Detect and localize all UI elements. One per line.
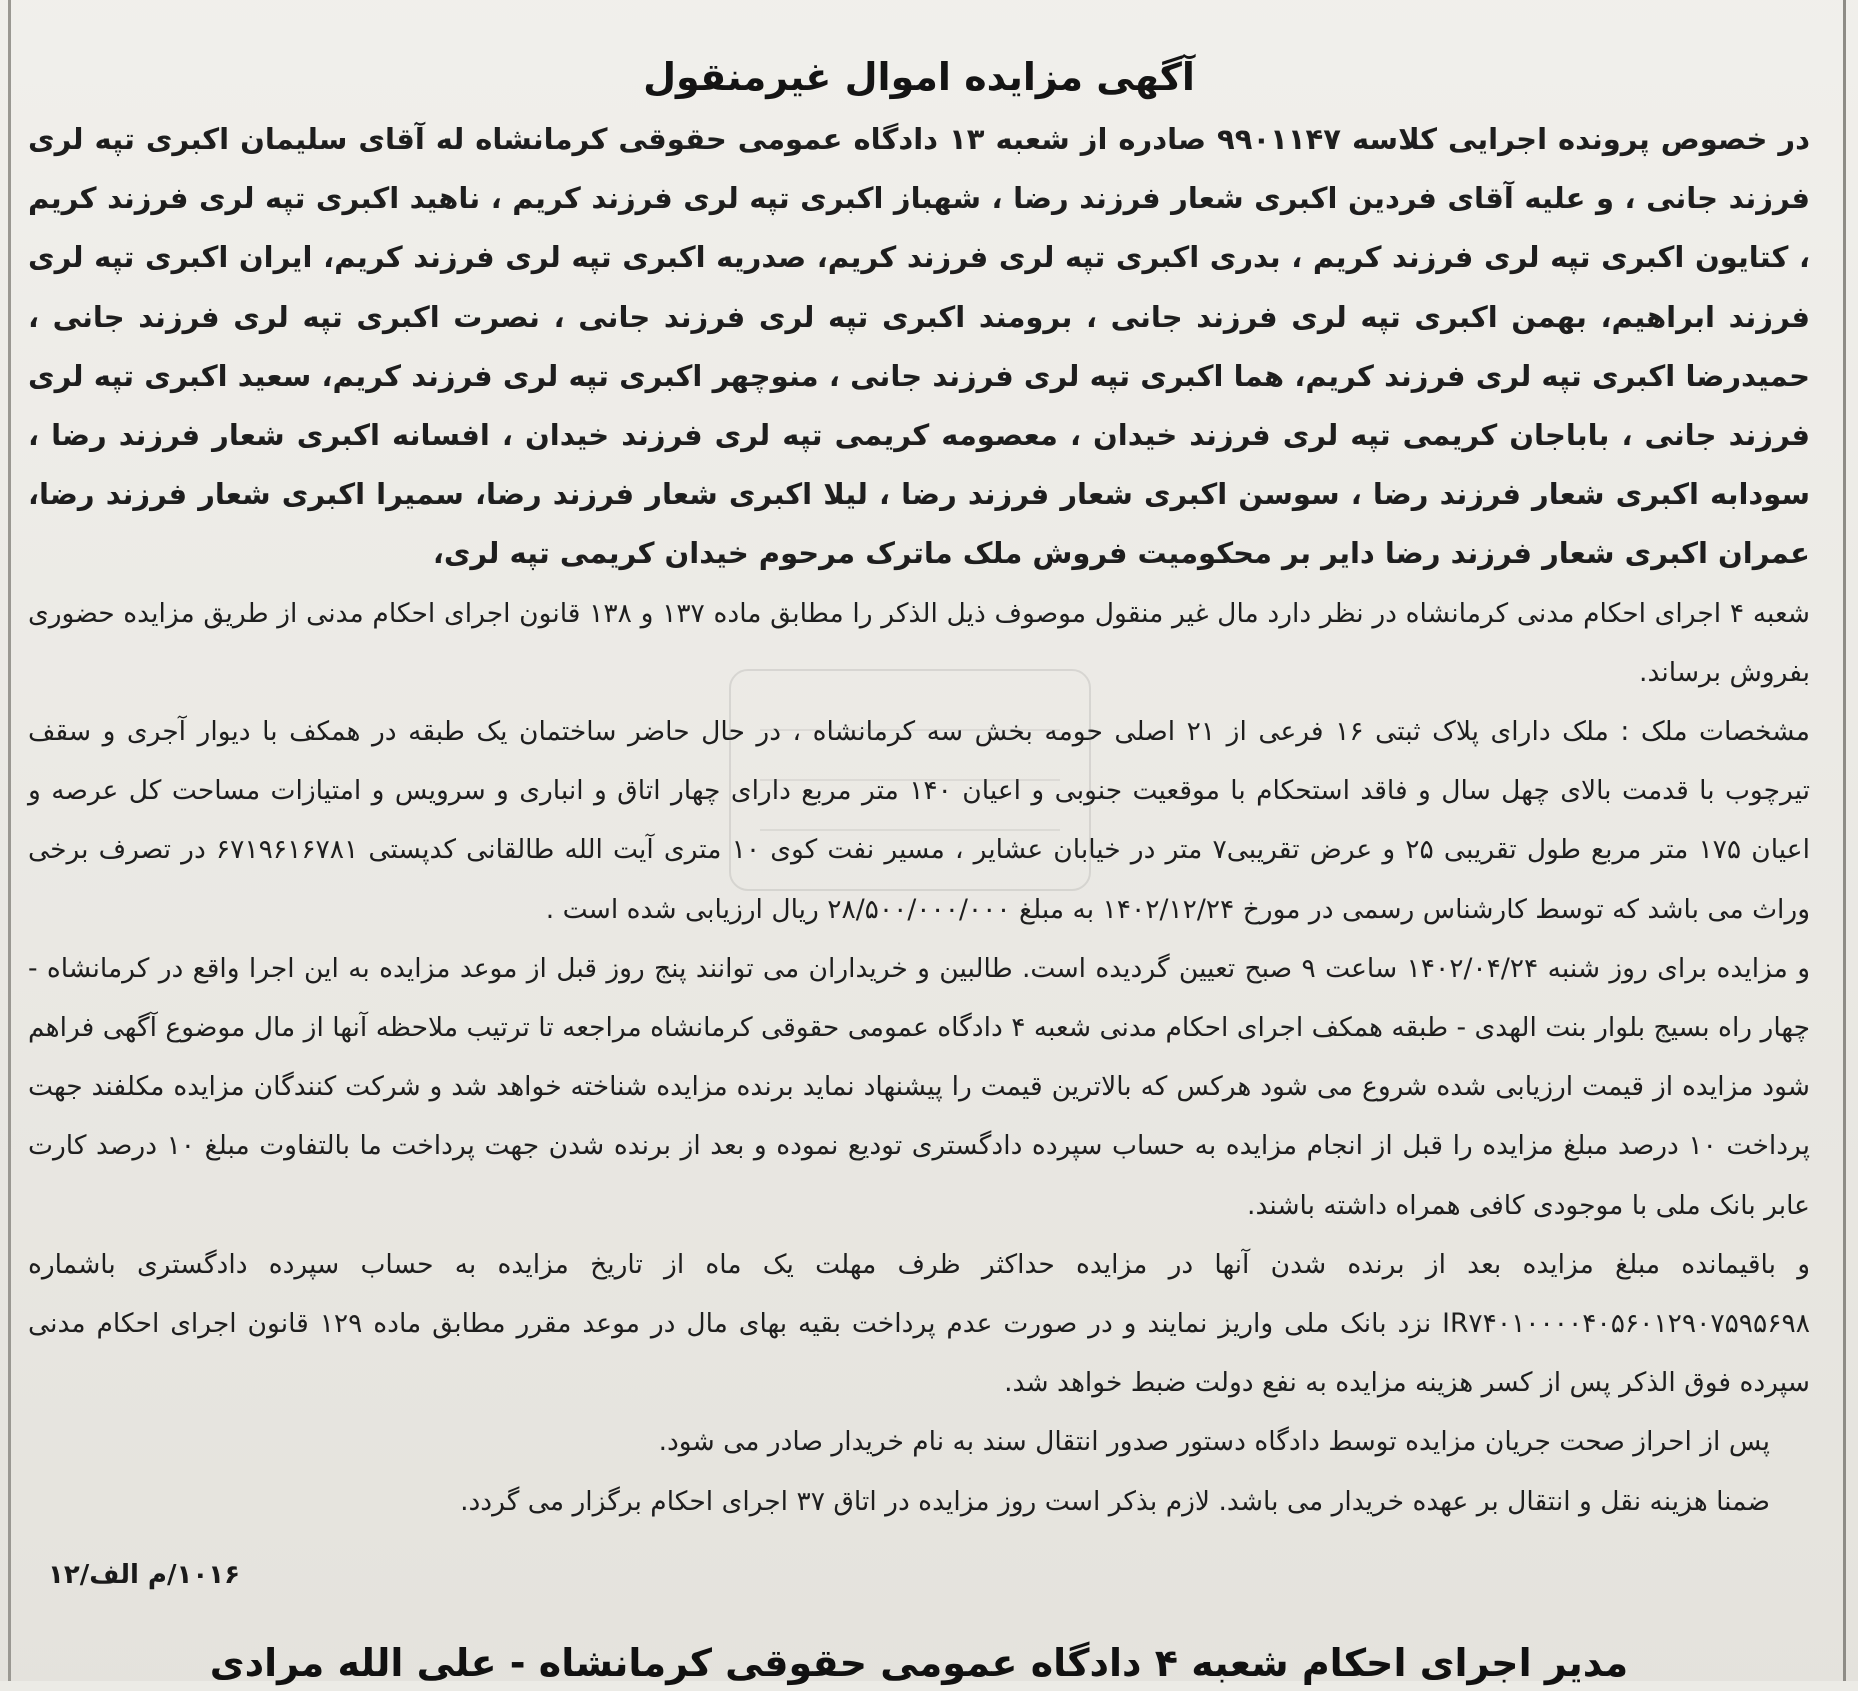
paragraph-property-specs: مشخصات ملک : ملک دارای پلاک ثبتی ۱۶ فرعی از ۲۱ اصلی حومه بخش سه کرمانشاه ، در حال حاضر ساختمان یک طبقه در همکف با دیوار آجری و سقف تیرچوب با قدمت بالای چهل سال و فاقد استحکام با موقعیت جنوبی و اعیان ۱۴۰ متر مربع دارای چهار اتاق و انباری و سرویس و امتیازات مساحت کل عرصه و اعیان ۱۷۵ متر مربع طول تقریبی ۲۵ و عرض تقریبی۷ متر در خیابان عشایر ، مسیر نفت کوی ۱۰ متری آیت الله طالقانی کدپستی ۶۷۱۹۶۱۶۷۸۱ در تصرف برخی وراث می باشد که توسط کارشناس رسمی در مورخ ۱۴۰۲/۱۲/۲۴ به مبلغ ۲۸/۵۰۰/۰۰۰/۰۰۰ ریال ارزیابی شده است . bbox=[28, 716, 1811, 925]
paragraph-transfer-order: پس از احراز صحت جریان مزایده توسط دادگاه دستور صدور انتقال سند به نام خریدار صادر می شود. bbox=[658, 1426, 1770, 1458]
paragraph-auction-terms: و مزایده برای روز شنبه ۱۴۰۲/۰۴/۲۴ ساعت ۹ صبح تعیین گردیده است. طالبین و خریداران می توانند پنج روز قبل از موعد مزایده به این اجرا واقع در کرمانشاه - چهار راه بسیج بلوار بنت الهدی - طبقه همکف اجرای احکام مدنی شعبه ۴ دادگاه عمومی حقوقی کرمانشاه مراجعه تا ترتیب ملاحظه آنها از مال موضوع آگهی فراهم شود مزایده از قیمت ارزیابی شده شروع می شود هرکس که بالاترین قیمت را پیشنهاد نماید برنده مزایده شناخته خواهد شد و شرکت کنندگان مزایده مکلفند جهت پرداخت ۱۰ درصد مبلغ مزایده را قبل از انجام مزایده به حساب سپرده دادگستری تودیع نموده و بعد از برنده شدن جهت پرداخت ما بالتفاوت مبلغ ۱۰ درصد کارت عابر بانک ملی با موجودی کافی همراه داشته باشند. bbox=[28, 952, 1811, 1221]
reference-code: ۱۰۱۶/م الف/۱۲ bbox=[48, 1559, 240, 1590]
right-border-line bbox=[1843, 0, 1846, 1681]
left-border-line bbox=[8, 0, 11, 1681]
paragraph-payment-terms: و باقیمانده مبلغ مزایده بعد از برنده شدن آنها در مزایده حداکثر ظرف مهلت یک ماه از تاریخ مزایده به حساب سپرده دادگستری باشماره IR۷۴۰۱۰۰۰۰۴۰۵۶۰۱۲۹۰۷۵۹۵۶۹۸ نزد بانک ملی واریز نمایند و در صورت عدم پرداخت بقیه بهای مال در موعد مقرر مطابق ماده ۱۲۹ قانون اجرای احکام مدنی سپرده فوق الذکر پس از کسر هزینه مزایده به نفع دولت ضبط خواهد شد. bbox=[28, 1248, 1810, 1399]
notice-body bbox=[28, 110, 1810, 1531]
paragraph-costs-and-room: ضمنا هزینه نقل و انتقال بر عهده خریدار می باشد. لازم بذکر است روز مزایده در اتاق ۳۷ اجرای احکام برگزار می گردد. bbox=[460, 1485, 1770, 1517]
notice-title: آگهی مزایده اموال غیرمنقول bbox=[643, 55, 1195, 99]
paragraph-sale-basis: شعبه ۴ اجرای احکام مدنی کرمانشاه در نظر دارد مال غیر منقول موصوف ذیل الذکر را مطابق ماده ۱۳۷ و ۱۳۸ قانون اجرای احکام مدنی از طریق مزایده حضوری بفروش برساند. bbox=[28, 597, 1811, 688]
paragraph-case-and-parties: در خصوص پرونده اجرایی کلاسه ۹۹۰۱۱۴۷ صادره از شعبه ۱۳ دادگاه عمومی حقوقی کرمانشاه له آقای سلیمان اکبری تپه لری فرزند جانی ، و علیه آقای فردین اکبری شعار فرزند رضا ، شهباز اکبری تپه لری فرزند کریم ، ناهید اکبری تپه لری فرزند کریم ، کتایون اکبری تپه لری فرزند کریم ، بدری اکبری تپه لری فرزند کریم، صدریه اکبری تپه لری فرزند کریم، ایران اکبری تپه لری فرزند ابراهیم، بهمن اکبری تپه لری فرزند جانی ، برومند اکبری تپه لری فرزند جانی ، نصرت اکبری تپه لری فرزند جانی ، حمیدرضا اکبری تپه لری فرزند کریم، هما اکبری تپه لری فرزند جانی ، منوچهر اکبری تپه لری فرزند کریم، سعید اکبری تپه لری فرزند جانی ، باباجان کریمی تپه لری فرزند خیدان ، معصومه کریمی تپه لری فرزند خیدان ، افسانه اکبری شعار فرزند رضا ، سودابه اکبری شعار فرزند رضا ، سوسن اکبری شعار فرزند رضا ، لیلا اکبری شعار فرزند رضا، سمیرا اکبری شعار فرزند رضا، عمران اکبری شعار فرزند رضا دایر بر محکومیت فروش ملک ماترک مرحوم خیدان کریمی تپه لری، bbox=[28, 122, 1810, 571]
signature-line: مدیر اجرای احکام شعبه ۴ دادگاه عمومی حقوقی کرمانشاه - علی الله مرادی bbox=[209, 1640, 1629, 1685]
